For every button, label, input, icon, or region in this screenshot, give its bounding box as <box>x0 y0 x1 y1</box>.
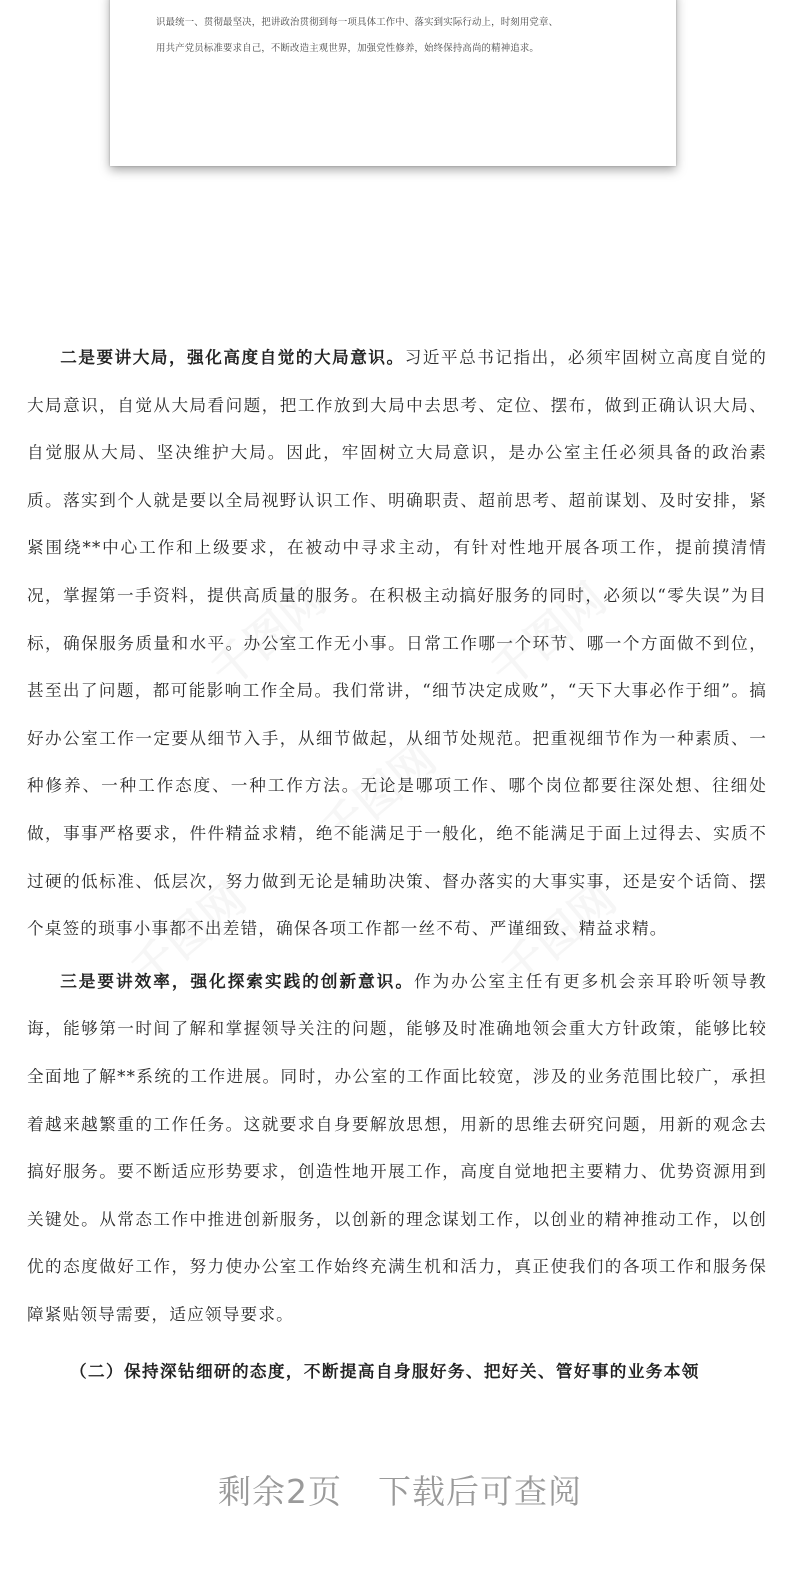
section-subheading: （二）保持深钻细研的态度，不断提高自身服好务、把好关、管好事的业务本领 <box>70 1361 700 1381</box>
paragraph-text: 作为办公室主任有更多机会亲耳聆听领导教诲，能够第一时间了解和掌握领导关注的问题，能够及时准确地领会重大方针政策，能够比较全面地了解**系统的工作进展。同时，办公室的工作面比较宽，涉及的业务范围比较广，承担着越来越繁重的工作任务。这就要求自身要解放思想，用新的思维去研究问题，用新的观念去搞好服务。要不断适应形势要求，创造性地开展工作，高度自觉地把主要精力、优势资源用到关键处。从常态工作中推进创新服务，以创新的理念谋划工作，以创业的精神推动工作，以创优的态度做好工作，努力使办公室工作始终充满生机和活力，真正使我们的各项工作和服务保障紧贴领导需要，适应领导要求。 <box>27 971 767 1324</box>
remaining-pages-count: 剩余2页 <box>218 1472 342 1511</box>
paragraph-efficiency <box>27 958 767 1339</box>
paragraph-lead: 二是要讲大局，强化高度自觉的大局意识。 <box>60 347 405 367</box>
remaining-pages-notice[interactable] <box>0 1466 800 1513</box>
paragraph-big-picture <box>27 334 767 953</box>
article-body <box>27 334 767 1338</box>
preview-text <box>156 10 636 62</box>
preview-line: 识最统一、贯彻最坚决，把讲政治贯彻到每一项具体工作中、落实到实际行动上，时刻用党章、 <box>156 17 559 28</box>
download-hint: 下载后可查阅 <box>378 1472 582 1511</box>
preview-line: 用共产党员标准要求自己，不断改造主观世界，加强党性修养，始终保持高尚的精神追求。 <box>156 43 540 54</box>
page-preview-card <box>110 0 676 166</box>
paragraph-lead: 三是要讲效率，强化探索实践的创新意识。 <box>60 970 414 991</box>
paragraph-text: 习近平总书记指出，必须牢固树立高度自觉的大局意识，自觉从大局看问题，把工作放到大局中去思考、定位、摆布，做到正确认识大局、自觉服从大局、坚决维护大局。因此，牢固树立大局意识，是办公室主任必须具备的政治素质。落实到个人就是要以全局视野认识工作、明确职责、超前思考、超前谋划、及时安排，紧紧围绕**中心工作和上级要求，在被动中寻求主动，有针对性地开展各项工作，提前摸清情况，掌握第一手资料，提供高质量的服务。在积极主动搞好服务的同时，必须以“零失误”为目标，确保服务质量和水平。办公室工作无小事。日常工作哪一个环节、哪一个方面做不到位，甚至出了问题，都可能影响工作全局。我们常讲，“细节决定成败”，“天下大事必作于细”。搞好办公室工作一定要从细节入手，从细节做起，从细节处规范。把重视细节作为一种素质、一种修养、一种工作态度、一种工作方法。无论是哪项工作、哪个岗位都要往深处想、往细处做，事事严格要求，件件精益求精，绝不能满足于一般化，绝不能满足于面上过得去、实质不过硬的低标准、低层次，努力做到无论是辅助决策、督办落实的大事实事，还是安个话筒、摆个桌签的琐事小事都不出差错，确保各项工作都一丝不苟、严谨细致、精益求精。 <box>27 348 767 939</box>
